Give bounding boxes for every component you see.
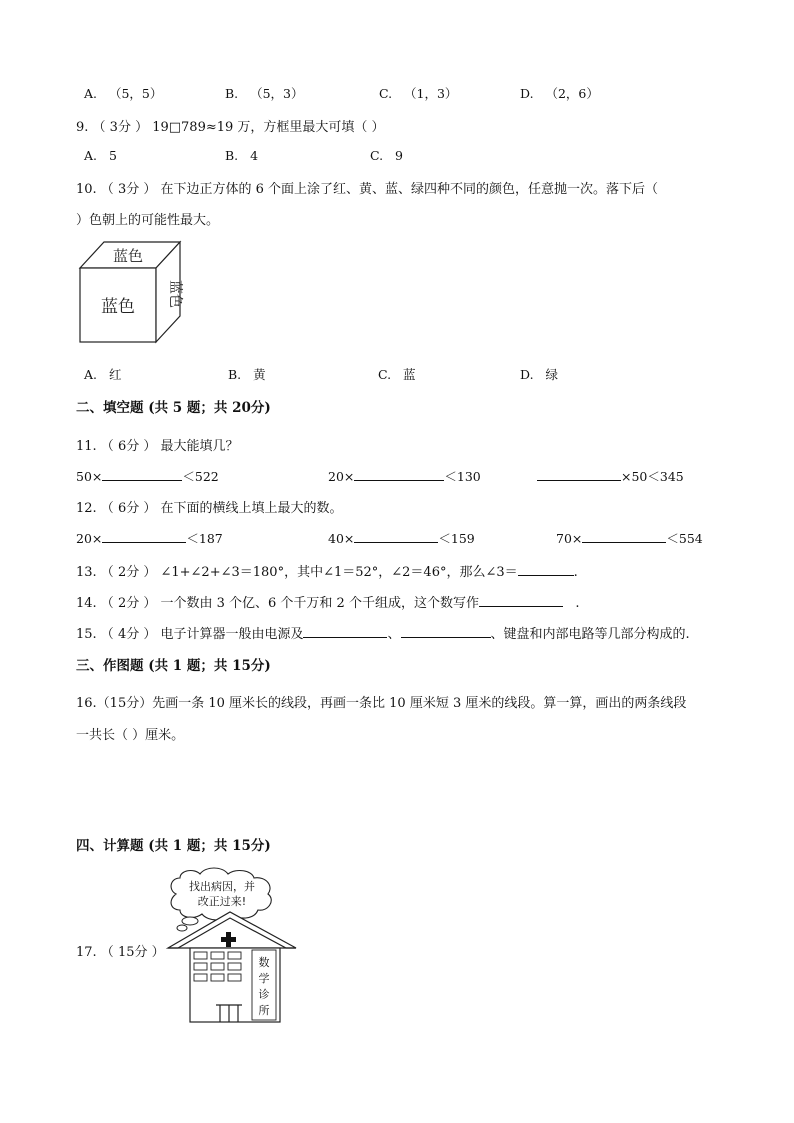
answer-blank[interactable]	[354, 467, 444, 481]
q11-item-2: 20× ＜130	[328, 469, 481, 484]
q12-item-1: 20× ＜187	[76, 531, 223, 546]
answer-blank[interactable]	[401, 624, 491, 638]
q9-option-a[interactable]: A. 5	[84, 148, 117, 163]
answer-blank[interactable]	[479, 593, 563, 607]
answer-blank[interactable]	[354, 529, 438, 543]
answer-blank[interactable]	[537, 467, 621, 481]
q8-option-d[interactable]: D. （2，6）	[520, 86, 599, 101]
sign-char-1: 数	[258, 956, 270, 969]
cube-side-label: 蓝色	[167, 280, 183, 308]
answer-blank[interactable]	[303, 624, 387, 638]
answer-blank[interactable]	[518, 562, 574, 576]
sign-char-4: 所	[258, 1004, 270, 1017]
q12-question: 12. （ 6分 ） 在下面的横线上填上最大的数。	[76, 501, 343, 516]
q10-option-c[interactable]: C. 蓝	[378, 367, 416, 382]
q14-question: 14. （ 2分 ） 一个数由 3 个亿、6 个千万和 2 个千组成，这个数写作 .	[76, 592, 580, 611]
sign-char-2: 学	[258, 972, 270, 985]
q9-option-b[interactable]: B. 4	[225, 148, 259, 163]
q12-item-2: 40× ＜159	[328, 531, 475, 546]
q8-option-a[interactable]: A. （5，5）	[84, 86, 163, 101]
section-3-title: 三、作图题 (共 1 题；共 15分)	[76, 658, 271, 674]
building-windows	[194, 952, 241, 981]
answer-blank[interactable]	[582, 529, 666, 543]
cube-front-label: 蓝色	[101, 297, 135, 317]
bubble-text-line2: 改正过来!	[197, 895, 247, 908]
cube-top-label: 蓝色	[112, 247, 144, 265]
q16-question-line1: 16.（15分）先画一条 10 厘米长的线段，再画一条比 10 厘米短 3 厘米的线段。算一算，画出的两条线段	[76, 696, 687, 711]
q10-option-a[interactable]: A. 红	[84, 367, 122, 382]
q9-question: 9. （ 3分 ） 19□789≈19 万，方框里最大可填（ ）	[76, 120, 385, 135]
q15-question: 15. （ 4分 ） 电子计算器一般由电源及 、 、键盘和内部电路等几部分构成的.	[76, 623, 690, 642]
bubble-text-line1: 找出病因，并	[189, 880, 255, 893]
q11-question: 11. （ 6分 ） 最大能填几？	[76, 439, 239, 454]
q17-label: 17. （ 15分 ）	[76, 945, 165, 960]
q9-option-c[interactable]: C. 9	[370, 148, 403, 163]
cross-icon	[221, 932, 236, 947]
q13-question: 13. （ 2分 ） ∠1+∠2+∠3＝180°，其中∠1＝52°，∠2＝46°，那么∠3＝ .	[76, 561, 578, 580]
q12-item-3: 70× ＜554	[556, 531, 703, 546]
math-clinic-figure	[164, 866, 300, 1026]
sign-char-3: 诊	[258, 988, 270, 1001]
q16-question-line2: 一共长（ ）厘米。	[76, 728, 185, 743]
q8-option-c[interactable]: C. （1，3）	[379, 86, 458, 101]
q8-option-b[interactable]: B. （5，3）	[225, 86, 304, 101]
q10-question-line1: 10. （ 3分 ） 在下边正方体的 6 个面上涂了红、黄、蓝、绿四种不同的颜色，任意抛一次。落下后（	[76, 182, 659, 197]
building-door	[216, 1005, 242, 1022]
q10-question-line2: ）色朝上的可能性最大。	[76, 213, 220, 228]
answer-blank[interactable]	[102, 467, 182, 481]
q10-option-b[interactable]: B. 黄	[228, 367, 266, 382]
q10-option-d[interactable]: D. 绿	[520, 367, 558, 382]
cube-figure	[76, 238, 186, 348]
answer-blank[interactable]	[102, 529, 186, 543]
section-4-title: 四、计算题 (共 1 题；共 15分)	[76, 838, 271, 854]
q11-item-3: ×50＜345	[537, 467, 684, 485]
q11-item-1: 50× ＜522	[76, 469, 219, 484]
section-2-title: 二、填空题 (共 5 题；共 20分)	[76, 400, 271, 416]
